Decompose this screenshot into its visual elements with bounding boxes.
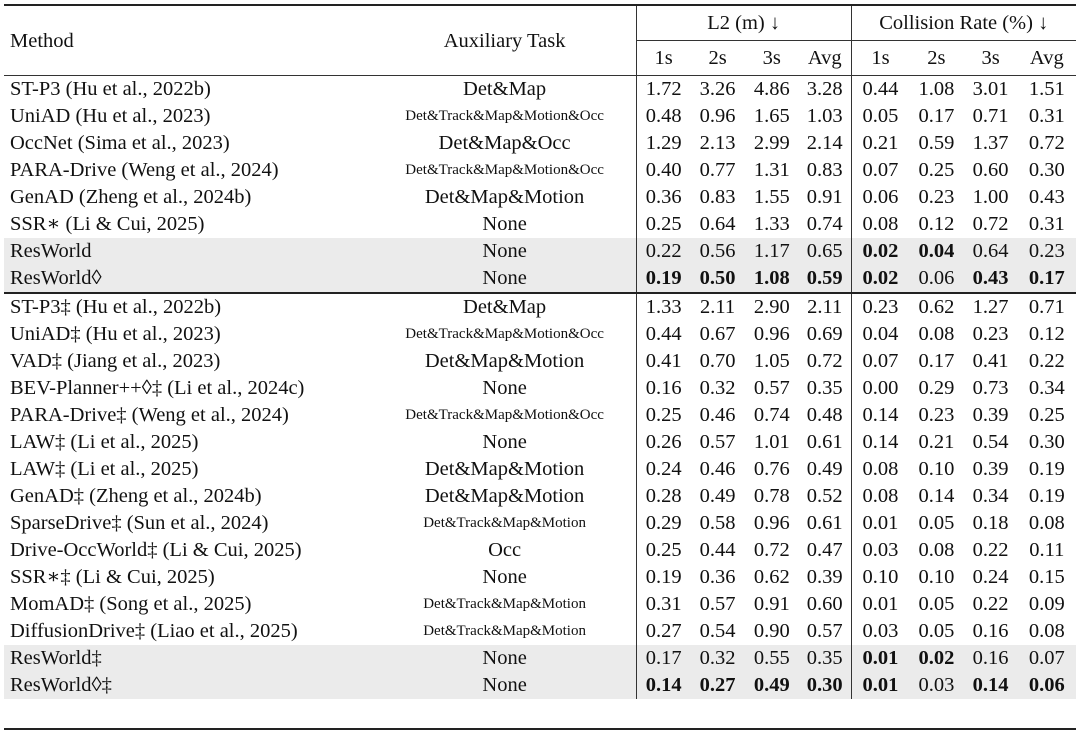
aux-task-cell: Det&Map&Motion [424,186,585,208]
value-cell: 2.11 [799,293,851,321]
col-header: 1s [851,41,909,76]
col-header: 2s [691,41,745,76]
value-cell: 0.25 [636,402,690,429]
value-cell: 0.54 [972,431,1009,453]
value-cell: 0.06 [1018,672,1076,699]
aux-task-cell: Det&Track&Map&Motion&Occ [405,326,604,342]
value-cell: 0.04 [851,321,909,348]
table-row [4,130,1076,157]
value-cell: 0.03 [851,618,909,645]
table-row [4,510,1076,537]
aux-task-cell: None [373,645,636,672]
value-cell: 0.46 [699,404,736,426]
value-cell: 4.86 [745,76,799,104]
value-cell: 0.57 [753,377,790,399]
value-cell: 0.31 [636,591,690,618]
table-row [4,265,1076,293]
value-cell: 0.34 [972,485,1009,507]
method-cell: ResWorld‡ [4,645,373,672]
table-row [4,537,1076,564]
table-row [4,76,1076,104]
value-cell: 0.23 [851,293,909,321]
value-cell: 1.65 [753,105,790,127]
value-cell: 0.32 [691,645,745,672]
value-cell: 0.69 [806,323,843,345]
value-cell: 2.11 [691,293,745,321]
value-cell: 0.23 [918,186,955,208]
value-cell: 0.29 [918,377,955,399]
table-row [4,184,1076,211]
collision-header: Collision Rate (%) ↓ [851,5,1076,41]
aux-task-cell: Occ [488,539,522,561]
value-cell: 0.22 [1028,350,1065,372]
value-cell: 0.02 [851,265,909,293]
value-cell: 0.03 [909,672,963,699]
value-cell: 0.19 [1028,458,1065,480]
l2-header: L2 (m) ↓ [636,5,851,41]
value-cell: 0.17 [918,105,955,127]
value-cell: 1.55 [753,186,790,208]
aux-task-cell: Det&Track&Map&Motion [423,515,586,531]
value-cell: 0.19 [1028,485,1065,507]
value-cell: 0.60 [806,593,843,615]
table-row [4,157,1076,184]
value-cell: 0.01 [851,672,909,699]
value-cell: 0.72 [806,350,843,372]
value-cell: 0.00 [851,375,909,402]
value-cell: 0.23 [918,404,955,426]
method-cell: ST-P3‡ (Hu et al., 2022b) [4,293,373,321]
value-cell: 0.58 [699,512,736,534]
method-cell: SSR∗ (Li & Cui, 2025) [10,213,205,235]
value-cell: 0.62 [909,293,963,321]
value-cell: 0.08 [918,323,955,345]
value-cell: 1.33 [636,293,690,321]
method-cell: UniAD (Hu et al., 2023) [10,105,211,127]
value-cell: 0.48 [636,103,690,130]
value-cell: 0.25 [636,537,690,564]
value-cell: 0.83 [699,186,736,208]
value-cell: 0.83 [806,159,843,181]
value-cell: 0.08 [1028,620,1065,642]
value-cell: 3.01 [963,76,1017,104]
value-cell: 0.41 [972,350,1009,372]
value-cell: 0.25 [1028,404,1065,426]
col-header: 3s [745,41,799,76]
aux-task-cell: None [482,566,527,588]
value-cell: 0.08 [918,539,955,561]
value-cell: 0.14 [963,672,1017,699]
value-cell: 0.61 [806,512,843,534]
aux-task-cell: None [373,265,636,293]
method-cell: ResWorld [4,238,373,265]
aux-task-header: Auxiliary Task [373,5,636,76]
aux-task-cell: None [482,213,527,235]
value-cell: 0.03 [851,537,909,564]
value-cell: 0.14 [851,402,909,429]
value-cell: 0.49 [806,458,843,480]
method-cell: Drive-OccWorld‡ (Li & Cui, 2025) [10,539,302,561]
value-cell: 0.39 [972,458,1009,480]
value-cell: 0.12 [918,213,955,235]
value-cell: 0.26 [636,429,690,456]
value-cell: 0.07 [851,157,909,184]
value-cell: 2.90 [745,293,799,321]
value-cell: 0.54 [699,620,736,642]
value-cell: 1.01 [753,431,790,453]
value-cell: 0.77 [699,159,736,181]
value-cell: 0.25 [636,211,690,238]
value-cell: 0.10 [851,564,909,591]
method-cell: SSR∗‡ (Li & Cui, 2025) [10,566,215,588]
value-cell: 0.12 [1028,323,1065,345]
value-cell: 0.14 [918,485,955,507]
value-cell: 0.43 [963,265,1017,293]
value-cell: 0.44 [636,321,690,348]
value-cell: 0.10 [918,566,955,588]
method-cell: DiffusionDrive‡ (Liao et al., 2025) [10,620,298,642]
value-cell: 0.32 [699,377,736,399]
value-cell: 0.57 [699,431,736,453]
header-row-1 [4,5,1076,41]
value-cell: 0.08 [1028,512,1065,534]
value-cell: 0.60 [972,159,1009,181]
method-cell: UniAD‡ (Hu et al., 2023) [10,323,221,345]
value-cell: 1.17 [745,238,799,265]
method-cell: ResWorld◊‡ [4,672,373,699]
value-cell: 0.14 [636,672,690,699]
aux-task-cell: None [373,238,636,265]
value-cell: 0.90 [753,620,790,642]
col-header: Avg [1018,41,1076,76]
method-cell: GenAD (Zheng et al., 2024b) [10,186,252,208]
value-cell: 0.08 [851,483,909,510]
value-cell: 0.08 [851,211,909,238]
method-cell: ST-P3 (Hu et al., 2022b) [4,76,373,104]
value-cell: 0.05 [918,620,955,642]
value-cell: 0.11 [1029,539,1065,561]
col-header: 1s [636,41,690,76]
value-cell: 0.15 [1028,566,1065,588]
value-cell: 0.16 [636,375,690,402]
value-cell: 0.24 [972,566,1009,588]
col-header: 2s [909,41,963,76]
value-cell: 0.35 [806,377,843,399]
value-cell: 0.22 [636,238,690,265]
value-cell: 0.44 [851,76,909,104]
results-table [4,4,1076,699]
value-cell: 0.22 [972,539,1009,561]
method-cell: ResWorld◊ [4,265,373,293]
value-cell: 0.02 [851,238,909,265]
value-cell: 0.30 [1028,431,1065,453]
value-cell: 1.29 [636,130,690,157]
value-cell: 0.07 [1018,645,1076,672]
method-cell: MomAD‡ (Song et al., 2025) [10,593,252,615]
value-cell: 0.56 [691,238,745,265]
value-cell: 0.17 [636,645,690,672]
value-cell: 0.30 [1028,159,1065,181]
aux-task-cell: Det&Track&Map&Motion&Occ [405,162,604,178]
value-cell: 0.59 [799,265,851,293]
value-cell: 0.17 [1018,265,1076,293]
table-row [4,293,1076,321]
value-cell: 0.76 [753,458,790,480]
value-cell: 0.05 [918,512,955,534]
value-cell: 0.40 [636,157,690,184]
value-cell: 0.05 [851,103,909,130]
method-cell: VAD‡ (Jiang et al., 2023) [10,350,221,372]
value-cell: 1.03 [806,105,843,127]
aux-task-cell: Det&Map&Motion [424,485,585,507]
value-cell: 0.06 [909,265,963,293]
value-cell: 0.29 [636,510,690,537]
table-row [4,321,1076,348]
method-cell: LAW‡ (Li et al., 2025) [10,431,199,453]
value-cell: 1.08 [745,265,799,293]
aux-task-cell: Det&Map&Motion [424,458,585,480]
table-row [4,238,1076,265]
aux-task-cell: None [373,672,636,699]
value-cell: 0.24 [636,456,690,483]
value-cell: 2.14 [806,132,843,154]
value-cell: 1.27 [963,293,1017,321]
value-cell: 0.72 [972,213,1009,235]
method-cell: OccNet (Sima et al., 2023) [10,132,230,154]
aux-task-cell: None [482,431,527,453]
aux-task-cell: Det&Track&Map&Motion [423,596,586,612]
table-row [4,672,1076,699]
value-cell: 0.10 [918,458,955,480]
value-cell: 0.47 [806,539,843,561]
value-cell: 0.27 [636,618,690,645]
table-row [4,402,1076,429]
aux-task-cell: Det&Map [373,76,636,104]
table-row [4,211,1076,238]
value-cell: 0.50 [691,265,745,293]
value-cell: 0.35 [799,645,851,672]
value-cell: 1.72 [636,76,690,104]
value-cell: 0.67 [699,323,736,345]
method-cell: PARA-Drive (Weng et al., 2024) [10,159,279,181]
value-cell: 0.28 [636,483,690,510]
value-cell: 0.30 [799,672,851,699]
value-cell: 0.91 [753,593,790,615]
aux-task-cell: Det&Track&Map&Motion [423,623,586,639]
value-cell: 0.14 [851,429,909,456]
value-cell: 0.52 [806,485,843,507]
aux-task-cell: Det&Map [373,293,636,321]
value-cell: 0.27 [691,672,745,699]
value-cell: 0.64 [963,238,1017,265]
value-cell: 1.05 [753,350,790,372]
value-cell: 0.31 [1028,105,1065,127]
value-cell: 0.02 [909,645,963,672]
value-cell: 0.74 [753,404,790,426]
value-cell: 0.25 [918,159,955,181]
value-cell: 0.06 [851,184,909,211]
value-cell: 0.72 [753,539,790,561]
method-header: Method [4,5,373,76]
value-cell: 2.13 [699,132,736,154]
results-body [4,76,1076,700]
value-cell: 3.28 [799,76,851,104]
value-cell: 0.57 [699,593,736,615]
value-cell: 0.91 [806,186,843,208]
aux-task-cell: None [482,377,527,399]
table-row [4,591,1076,618]
value-cell: 0.49 [699,485,736,507]
value-cell: 0.39 [972,404,1009,426]
table-row [4,375,1076,402]
value-cell: 0.43 [1028,186,1065,208]
value-cell: 0.46 [699,458,736,480]
value-cell: 0.59 [918,132,955,154]
value-cell: 0.96 [753,512,790,534]
value-cell: 0.44 [699,539,736,561]
value-cell: 0.64 [699,213,736,235]
method-cell: PARA-Drive‡ (Weng et al., 2024) [10,404,289,426]
value-cell: 0.73 [972,377,1009,399]
value-cell: 0.71 [1018,293,1076,321]
value-cell: 0.22 [972,593,1009,615]
value-cell: 0.39 [806,566,843,588]
value-cell: 0.96 [753,323,790,345]
value-cell: 0.01 [851,591,909,618]
value-cell: 0.74 [806,213,843,235]
value-cell: 1.37 [972,132,1009,154]
value-cell: 0.16 [963,645,1017,672]
value-cell: 0.21 [851,130,909,157]
value-cell: 1.31 [753,159,790,181]
aux-task-cell: Det&Map&Motion [424,350,585,372]
table-row [4,429,1076,456]
value-cell: 0.08 [851,456,909,483]
value-cell: 0.70 [699,350,736,372]
value-cell: 0.18 [972,512,1009,534]
value-cell: 1.33 [753,213,790,235]
method-cell: LAW‡ (Li et al., 2025) [10,458,199,480]
value-cell: 0.01 [851,645,909,672]
method-cell: BEV-Planner++◊‡ (Li et al., 2024c) [10,377,305,399]
value-cell: 0.19 [636,564,690,591]
value-cell: 0.17 [918,350,955,372]
col-header: Avg [799,41,851,76]
value-cell: 0.07 [851,348,909,375]
table-row [4,348,1076,375]
method-cell: SparseDrive‡ (Sun et al., 2024) [10,512,269,534]
value-cell: 0.01 [851,510,909,537]
value-cell: 0.62 [753,566,790,588]
aux-task-cell: Det&Map&Occ [438,132,571,154]
value-cell: 0.36 [699,566,736,588]
value-cell: 0.65 [799,238,851,265]
value-cell: 0.48 [806,404,843,426]
aux-task-cell: Det&Track&Map&Motion&Occ [405,407,604,423]
value-cell: 1.08 [909,76,963,104]
value-cell: 0.19 [636,265,690,293]
value-cell: 0.05 [918,593,955,615]
value-cell: 2.99 [753,132,790,154]
table-row [4,645,1076,672]
value-cell: 1.00 [972,186,1009,208]
value-cell: 1.51 [1018,76,1076,104]
value-cell: 0.34 [1028,377,1065,399]
value-cell: 0.04 [909,238,963,265]
bottom-rule [4,728,1076,730]
table-row [4,483,1076,510]
value-cell: 0.21 [918,431,955,453]
value-cell: 0.41 [636,348,690,375]
table-row [4,618,1076,645]
value-cell: 0.55 [745,645,799,672]
value-cell: 3.26 [691,76,745,104]
value-cell: 0.09 [1028,593,1065,615]
table-row [4,456,1076,483]
value-cell: 0.96 [699,105,736,127]
value-cell: 0.71 [972,105,1009,127]
aux-task-cell: Det&Track&Map&Motion&Occ [405,108,604,124]
value-cell: 0.78 [753,485,790,507]
value-cell: 0.49 [745,672,799,699]
value-cell: 0.23 [1018,238,1076,265]
table-row [4,103,1076,130]
col-header: 3s [963,41,1017,76]
value-cell: 0.36 [636,184,690,211]
table-row [4,564,1076,591]
value-cell: 0.72 [1028,132,1065,154]
method-cell: GenAD‡ (Zheng et al., 2024b) [10,485,262,507]
value-cell: 0.16 [972,620,1009,642]
value-cell: 0.57 [806,620,843,642]
value-cell: 0.61 [806,431,843,453]
value-cell: 0.31 [1028,213,1065,235]
value-cell: 0.23 [972,323,1009,345]
